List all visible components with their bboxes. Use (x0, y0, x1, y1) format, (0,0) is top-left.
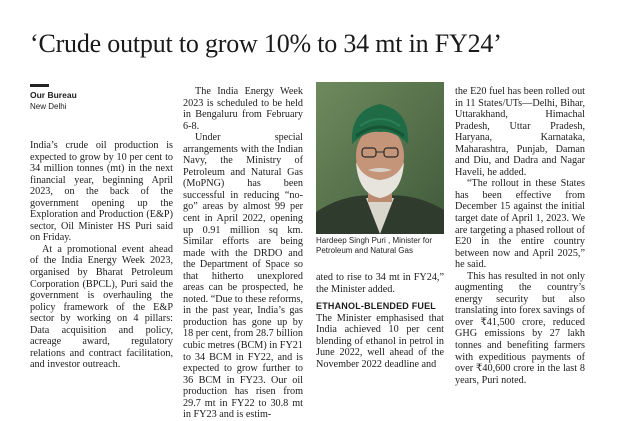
paragraph: At a promotional event ahead of the India Energy Week 2023, organised by Bharat Petroleum Corporation (BPCL), Puri said the government is overhauling the policy framework of the E&P sector by working on 4 pillars: Data acquisition and policy, acreage award, regulatory relations and contract facilitation, and investor outreach. (30, 243, 173, 371)
portrait-photo (316, 82, 444, 234)
dateline: New Delhi (30, 102, 67, 111)
photo-caption: Hardeep Singh Puri , Minister for Petroleum and Natural Gas (316, 236, 433, 255)
headline: ‘Crude output to grow 10% to 34 mt in FY24’ (30, 29, 502, 58)
column-4 (455, 86, 585, 386)
subheading: ETHANOL-BLENDED FUEL (316, 301, 436, 312)
paragraph: The India Energy Week 2023 is scheduled to be held in Bengaluru from February 6-8. (183, 86, 303, 132)
paragraph: ated to rise to 34 mt in FY24,” the Minister added. (316, 272, 444, 295)
paragraph: Under special arrangements with the Indian Navy, the Ministry of Petroleum and Natural Gas (MoPNG) has been successful in reducing “no-go” areas by almost 99 per cent in April 2022, opening up 0.91 million sq km. Similar efforts are being made with the DRDO and the Department of Space so that hitherto unexplored areas can be prospected, he noted. “Due to these reforms, in the past year, India’s gas production has gone up by 18 per cent, from 28.7 billion cubic metres (BCM) in FY21 to 34 BCM in FY22, and is expected to grow further to 36 BCM in FY23. Our oil production has risen from 29.7 mt in FY22 to 30.8 mt in FY23 and is estim- (183, 132, 303, 421)
paragraph: “The rollout in these States has been effective from December 15 against the initial target date of April 1, 2023. We are targeting a phased rollout of E20 in the entire country between now and April 2025,” he said. (455, 178, 585, 271)
paragraph: the E20 fuel has been rolled out in 11 States/UTs—Delhi, Bihar, Uttarakhand, Himachal Pradesh, Uttar Pradesh, Haryana, Karnataka, Maharashtra, Punjab, Daman and Diu, and Dadra and Nagar Haveli, he added. (455, 86, 585, 178)
portrait-photo-icon (316, 82, 444, 234)
paragraph: This has resulted in not only augmenting the country’s energy security but also translating into forex savings of over ₹41,500 crore, reduced GHG emissions by 27 lakh tonnes and benefiting farmers with expeditious payments of over ₹40,600 crore in the last 8 years, Puri noted. (455, 270, 585, 386)
column-2 (183, 86, 303, 421)
paragraph: India’s crude oil production is expected to grow by 10 per cent to 34 million tonnes (mt) in the next financial year, beginning April 2023, on the back of the government opening up the Exploration and Production (E&P) sector, Oil Minister HS Puri said on Friday. (30, 140, 173, 244)
paragraph: The Minister emphasised that India achieved 10 per cent blending of ethanol in petrol in June 2022, well ahead of the November 2022 deadline and (316, 312, 444, 370)
byline: Our Bureau (30, 90, 77, 100)
byline-rule (30, 84, 49, 87)
column-1 (30, 140, 173, 371)
column-3 (316, 272, 444, 370)
